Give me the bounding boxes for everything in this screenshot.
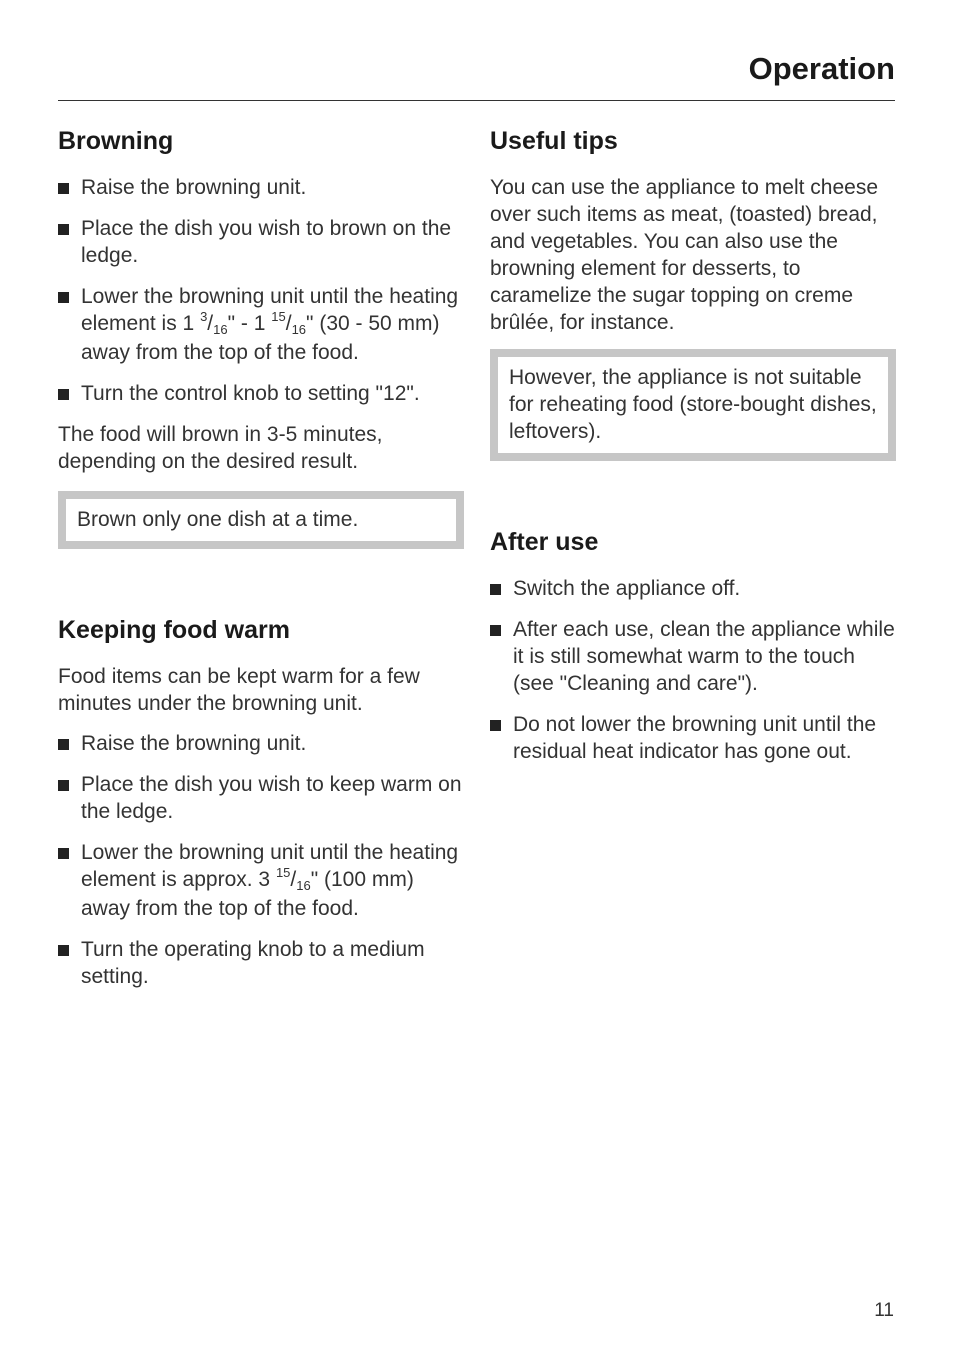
useful-tips-note-text: However, the appliance is not suitable for reheating food (store-bought dishes, leftovers). [509, 366, 877, 443]
useful-tips-section [490, 122, 896, 461]
list-item: Turn the control knob to setting "12". [58, 380, 464, 407]
browning-note-text: Brown only one dish at a time. [77, 508, 359, 531]
useful-tips-note-box [490, 349, 896, 461]
list-item: Lower the browning unit until the heating element is approx. 3 $^{15}$/16" (100 mm) away from the top of the food. [58, 839, 464, 922]
list-item: Do not lower the browning unit until the residual heat indicator has gone out. [490, 711, 896, 765]
bullet-square-icon [58, 945, 69, 956]
bullet-square-icon [58, 739, 69, 750]
useful-tips-text: You can use the appliance to melt cheese over such items as meat, (toasted) bread, and vegetables. You can also use the browning element for desserts, to caramelize the sugar topping on creme brûlée, for instance. [490, 176, 878, 334]
keeping-warm-section [58, 611, 464, 990]
browning-note-box [58, 491, 464, 549]
bullet-square-icon [58, 780, 69, 791]
after-use-heading: After use [490, 528, 599, 556]
browning-result-text: The food will brown in 3-5 minutes, depending on the desired result. [58, 423, 383, 473]
browning-section [58, 122, 464, 549]
list-item: Switch the appliance off. [490, 575, 896, 602]
right-column [490, 122, 896, 779]
bullet-square-icon [58, 292, 69, 303]
list-item: Lower the browning unit until the heating element is 1 $^3$/16" - 1 $^{15}$/16" (30 - 50 mm) away from the top of the food. [58, 283, 464, 366]
list-item: Place the dish you wish to brown on the ledge. [58, 215, 464, 269]
list-item: Turn the operating knob to a medium setting. [58, 936, 464, 990]
page-number: 11 [874, 1300, 894, 1321]
bullet-square-icon [490, 625, 501, 636]
browning-heading: Browning [58, 127, 174, 155]
bullet-square-icon [58, 389, 69, 400]
after-use-steps [490, 575, 896, 765]
bullet-square-icon [490, 584, 501, 595]
page-header [58, 46, 895, 101]
bullet-square-icon [490, 720, 501, 731]
list-item: After each use, clean the appliance while it is still somewhat warm to the touch (see "Cleaning and care"). [490, 616, 896, 697]
browning-steps [58, 174, 464, 407]
page-title: Operation [748, 51, 895, 86]
keeping-warm-heading: Keeping food warm [58, 616, 290, 644]
bullet-square-icon [58, 224, 69, 235]
keeping-warm-intro: Food items can be kept warm for a few minutes under the browning unit. [58, 665, 420, 715]
keeping-warm-steps [58, 730, 464, 990]
list-item: Raise the browning unit. [58, 730, 464, 757]
bullet-square-icon [58, 183, 69, 194]
bullet-square-icon [58, 848, 69, 859]
useful-tips-heading: Useful tips [490, 127, 618, 155]
left-column [58, 122, 464, 1004]
list-item: Raise the browning unit. [58, 174, 464, 201]
list-item: Place the dish you wish to keep warm on the ledge. [58, 771, 464, 825]
after-use-section [490, 523, 896, 765]
